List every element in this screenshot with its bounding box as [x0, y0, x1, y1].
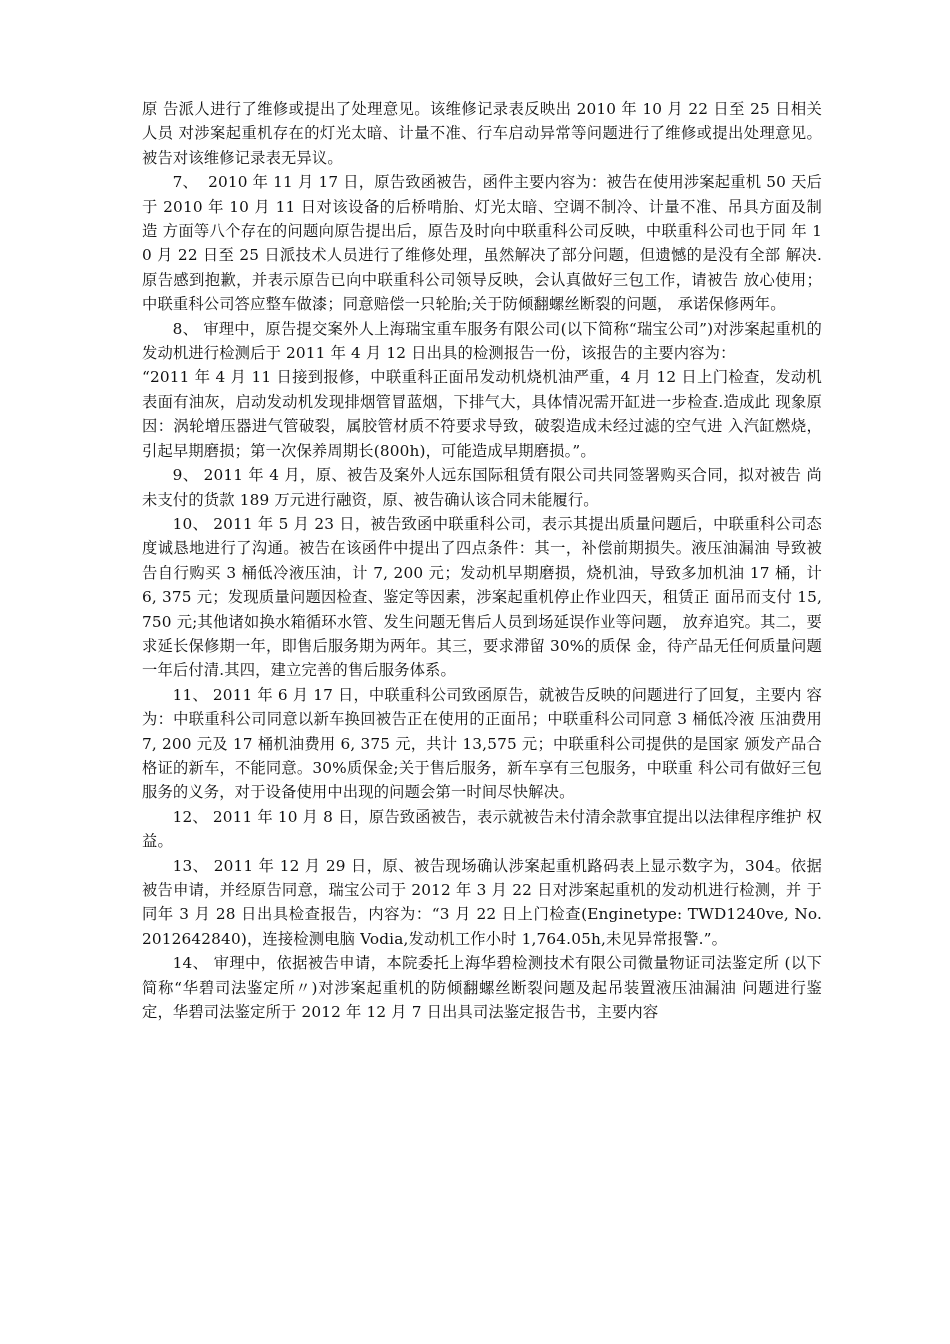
paragraph-item-12: 12、 2011 年 10 月 8 日，原告致函被告，表示就被告未付清余款事宜提出以法律程序维护 权益。	[142, 807, 822, 851]
paragraph-continuation: 原 告派人进行了维修或提出了处理意见。该维修记录表反映出 2010 年 10 月 22 日至 25 日相关人员 对涉案起重机存在的灯光太暗、计量不准、行车启动异常等问题进行了维修或提出处理意见。 被告对该维修记录表无异议。	[142, 100, 828, 167]
paragraph-item-14: 14、 审理中，依据被告申请，本院委托上海华碧检测技术有限公司微量物证司法鉴定所 (以下简称“华碧司法鉴定所〃)对涉案起重机的防倾翻螺丝断裂问题及起吊装置液压油漏油 问题进行鉴定，华碧司法鉴定所于 2012 年 12 月 7 日出具司法鉴定报告书，主要内容	[142, 954, 822, 1022]
paragraph-item-10: 10、 2011 年 5 月 23 日，被告致函中联重科公司，表示其提出质量问题后，中联重科公司态 度诚恳地进行了沟通。被告在该函件中提出了四点条件：其一，补偿前期损失。液压油漏油 导致被告自行购买 3 桶低冷液压油，计 7, 200 元；发动机早期磨损，烧机油，导致多加机油 17 桶，计 6, 375 元；发现质量问题因检查、鉴定等因素，涉案起重机停止作业四天，租赁正 面吊而支付 15,750 元;其他诸如换水箱循环水管、发生问题无售后人员到场延误作业等问题， 放弃追究。其二，要求延长保修期一年，即售后服务期为两年。其三，要求滞留 30%的质保 金，待产品无任何质量问题一年后付清.其四，建立完善的售后服务体系。	[142, 514, 828, 680]
paragraph-item-11: 11、 2011 年 6 月 17 日，中联重科公司致函原告，就被告反映的问题进行了回复，主要内 容为：中联重科公司同意以新车换回被告正在使用的正面吊；中联重科公司同意 3 桶低冷液 压油费用 7, 200 元及 17 桶机油费用 6, 375 元，共计 13,575 元；中联重科公司提供的是国家 颁发产品合格证的新车，不能同意。30%质保金;关于售后服务，新车享有三包服务，中联重 科公司有做好三包服务的义务，对于设备使用中出现的问题会第一时间尽快解决。	[142, 685, 828, 802]
paragraph-item-7: 7、 2010 年 11 月 17 日，原告致函被告，函件主要内容为：被告在使用涉案起重机 50 天后于 2010 年 10 月 11 日对该设备的后桥啃胎、灯光太暗、空调不制冷、计量不准、吊具方面及制造 方面等八个存在的问题向原告提出后，原告及时向中联重科公司反映，中联重科公司也于同 年 10 月 22 日至 25 日派技术人员进行了维修处理，虽然解决了部分问题，但遗憾的是没有全部 解决.原告感到抱歉，并表示原告已向中联重科公司领导反映，会认真做好三包工作，请被告 放心使用；中联重科公司答应整车做漆；同意赔偿一只轮胎;关于防倾翻螺丝断裂的问题， 承诺保修两年。	[142, 173, 822, 314]
document-body	[142, 97, 828, 1024]
paragraph-item-13: 13、 2011 年 12 月 29 日，原、被告现场确认涉案起重机路码表上显示数字为，304。依据 被告申请，并经原告同意，瑞宝公司于 2012 年 3 月 22 日对涉案起重机的发动机进行检测，并 于同年 3 月 28 日出具检查报告，内容为：“3 月 22 日上门检查(Enginetype: TWD1240ve, No. 2012642840)，连接检测电脑 Vodia,发动机工作小时 1,764.05h,未见异常报警.”。	[142, 856, 828, 948]
paragraph-item-9: 9、 2011 年 4 月，原、被告及案外人远东国际租赁有限公司共同签署购买合同，拟对被告 尚未支付的货款 189 万元进行融资，原、被告确认该合同未能履行。	[142, 466, 822, 509]
paragraph-item-8: 8、 审理中，原告提交案外人上海瑞宝重车服务有限公司(以下简称“瑞宝公司”)对涉案起重机的发动机进行检测后于 2011 年 4 月 12 日出具的检测报告一份，该报告的主要内容为：	[142, 319, 822, 363]
paragraph-quote-report: “2011 年 4 月 11 日接到报修，中联重科正面吊发动机烧机油严重，4 月 12 日上门检查，发动机 表面有油灰，启动发动机发现排烟管冒蓝烟，下排气大，具体情况需开缸进一步检查.造成此 现象原因：涡轮增压器进气管破裂，属胶管材质不符要求导致，破裂造成未经过滤的空气进 入汽缸燃烧，引起早期磨损；第一次保养周期长(800h)，可能造成早期磨损。”。	[142, 368, 828, 460]
